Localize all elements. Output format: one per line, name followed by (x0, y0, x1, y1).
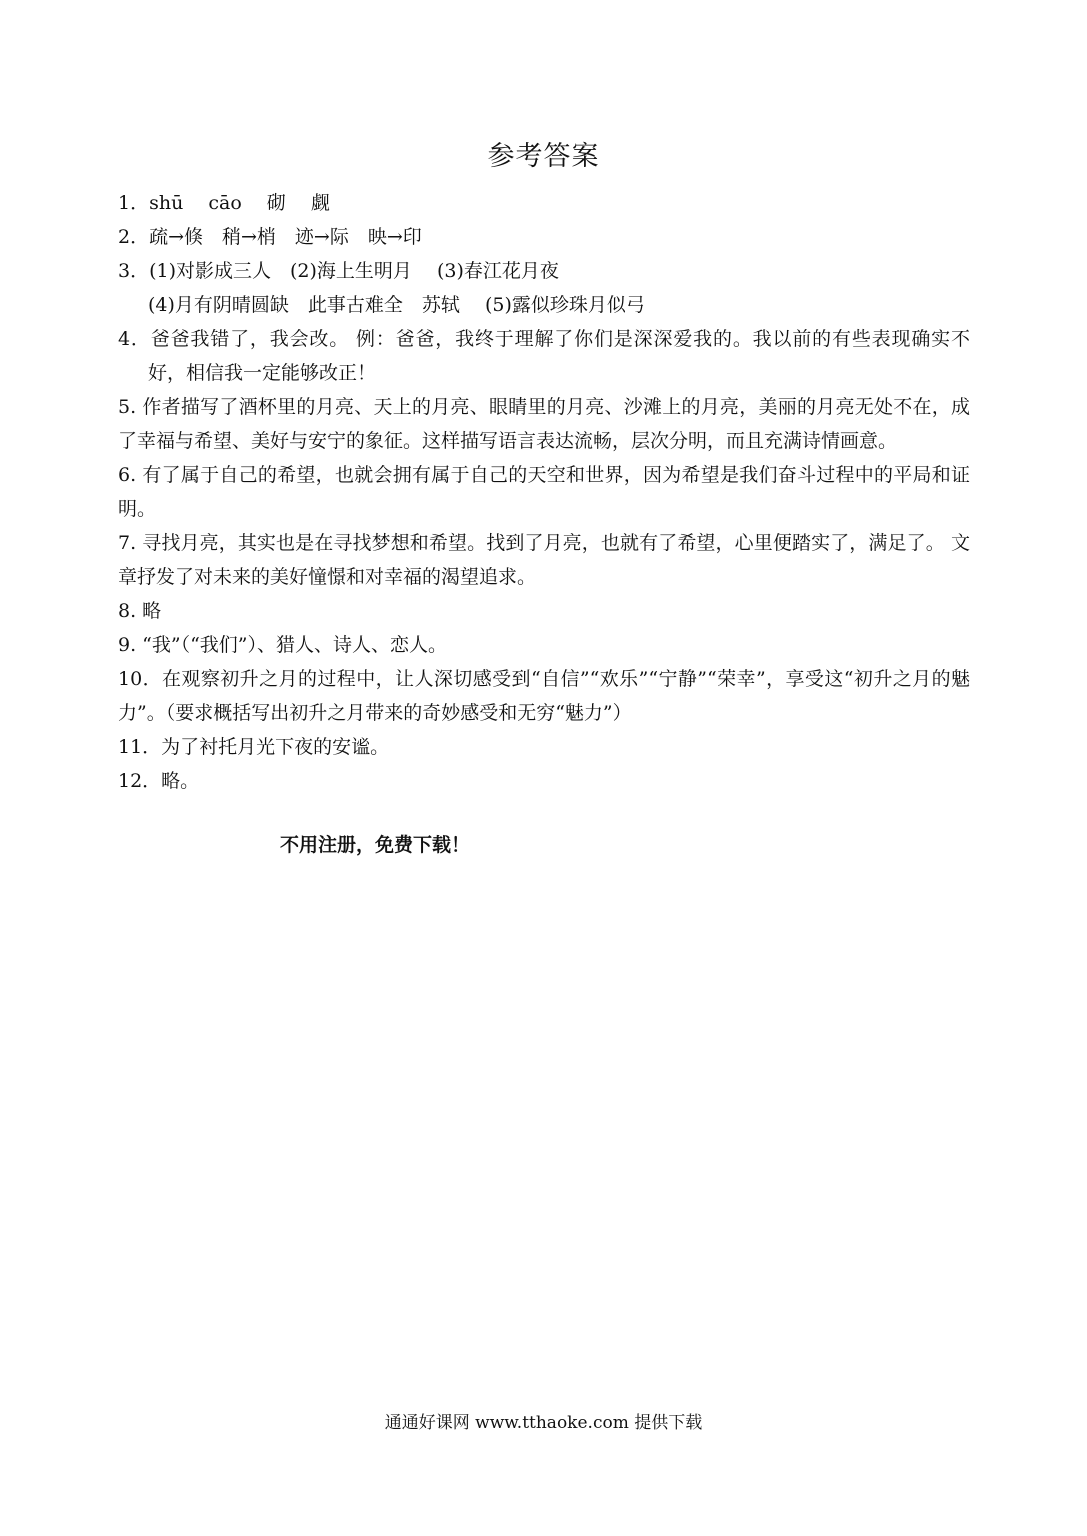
answer-3-line-1: 3．(1)对影成三人 (2)海上生明月 (3)春江花月夜 (118, 260, 559, 282)
answer-5: 5. 作者描写了酒杯里的月亮、天上的月亮、眼睛里的月亮、沙滩上的月亮，美丽的月亮无处不在，成了幸福与希望、美好与安宁的象征。这样描写语言表达流畅，层次分明，而且充满诗情画意。 (118, 396, 970, 452)
answer-list (118, 186, 970, 798)
answer-8: 8. 略 (118, 600, 162, 622)
answer-11: 11．为了衬托月光下夜的安谧。 (118, 736, 390, 758)
answer-4: 4．爸爸我错了，我会改。 例：爸爸，我终于理解了你们是深深爱我的。我以前的有些表现确实不好，相信我一定能够改正！ (118, 328, 970, 384)
page-footer: 通通好课网 www.tthaoke.com 提供下载 (384, 1413, 703, 1433)
answer-7: 7. 寻找月亮，其实也是在寻找梦想和希望。找到了月亮，也就有了希望，心里便踏实了，满足了。 文章抒发了对未来的美好憧憬和对幸福的渴望追求。 (118, 532, 970, 588)
answer-2: 2．疏→倏 稍→梢 迹→际 映→印 (118, 226, 422, 248)
answer-10: 10．在观察初升之月的过程中，让人深切感受到“自信”“欢乐”“宁静”“荣幸”，享受这“初升之月的魅力”。（要求概括写出初升之月带来的奇妙感受和无穷“魅力”） (118, 668, 970, 724)
download-promo: 不用注册，免费下载！ (280, 834, 471, 856)
answer-1: 1．shū cāo 砌 觑 (118, 192, 330, 214)
answer-3-line-2: (4)月有阴晴圆缺 此事古难全 苏轼 (5)露似珍珠月似弓 (148, 294, 645, 316)
answer-12: 12．略。 (118, 770, 200, 792)
answer-6: 6. 有了属于自己的希望，也就会拥有属于自己的天空和世界，因为希望是我们奋斗过程中的平局和证明。 (118, 464, 970, 520)
answer-9: 9. “我”（“我们”）、猎人、诗人、恋人。 (118, 634, 448, 656)
page-title: 参考答案 (487, 141, 600, 172)
